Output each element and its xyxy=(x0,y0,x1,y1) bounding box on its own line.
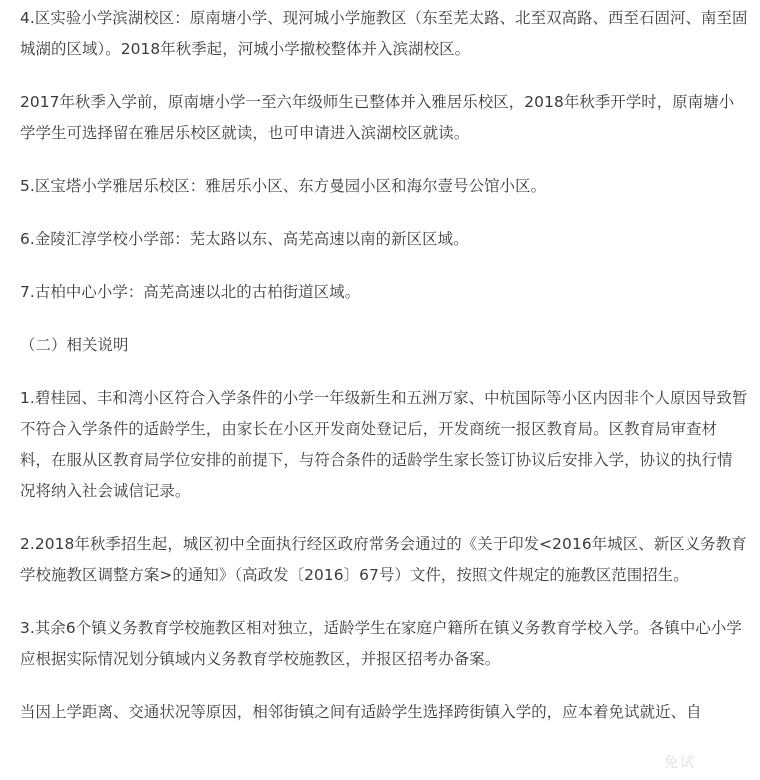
paragraph-yajule-campus: 5.区宝塔小学雅居乐校区：雅居乐小区、东方曼园小区和海尔壹号公馆小区。 xyxy=(20,177,547,195)
paragraph-gubai-center: 7.古柏中心小学：高芜高速以北的古柏街道区域。 xyxy=(20,283,361,301)
section-heading-related-notes: （二）相关说明 xyxy=(20,336,129,354)
paragraph-note-3: 3.其余6个镇义务教育学校施教区相对独立，适龄学生在家庭户籍所在镇义务教育学校入学。各镇中心小学应根据实际情况划分镇域内义务教育学校施教区，并报区招考办备案。 xyxy=(20,619,742,668)
paragraph-note-1: 1.碧桂园、丰和湾小区符合入学条件的小学一年级新生和五洲万家、中杭国际等小区内因非个人原因导致暂不符合入学条件的适龄学生，由家长在小区开发商处登记后，开发商统一报区教育局。区教育局审查材料，在服从区教育局学位安排的前提下，与符合条件的适龄学生家长签订协议后安排入学，协议的执行情况将纳入社会诚信记录。 xyxy=(20,389,748,500)
watermark: 免试 xyxy=(664,755,696,771)
paragraph-jinling-huichun: 6.金陵汇淳学校小学部：芜太路以东、高芜高速以南的新区区域。 xyxy=(20,230,469,248)
paragraph-nantang-transition: 2017年秋季入学前，原南塘小学一至六年级师生已整体并入雅居乐校区，2018年秋季开学时，原南塘小学学生可选择留在雅居乐校区就读，也可申请进入滨湖校区就读。 xyxy=(20,93,735,142)
paragraph-binhu-campus: 4.区实验小学滨湖校区：原南塘小学、现河城小学施教区（东至芜太路、北至双高路、西至石固河、南至固城湖的区域）。2018年秋季起，河城小学撤校整体并入滨湖校区。 xyxy=(20,9,748,58)
paragraph-note-2: 2.2018年秋季招生起，城区初中全面执行经区政府常务会通过的《关于印发<2016年城区、新区义务教育学校施教区调整方案>的通知》（高政发〔2016〕67号）文件，按照文件规定的施教区范围招生。 xyxy=(20,535,747,584)
paragraph-cross-town: 当因上学距离、交通状况等原因，相邻街镇之间有适龄学生选择跨街镇入学的，应本着免试就近、自 xyxy=(20,703,702,721)
